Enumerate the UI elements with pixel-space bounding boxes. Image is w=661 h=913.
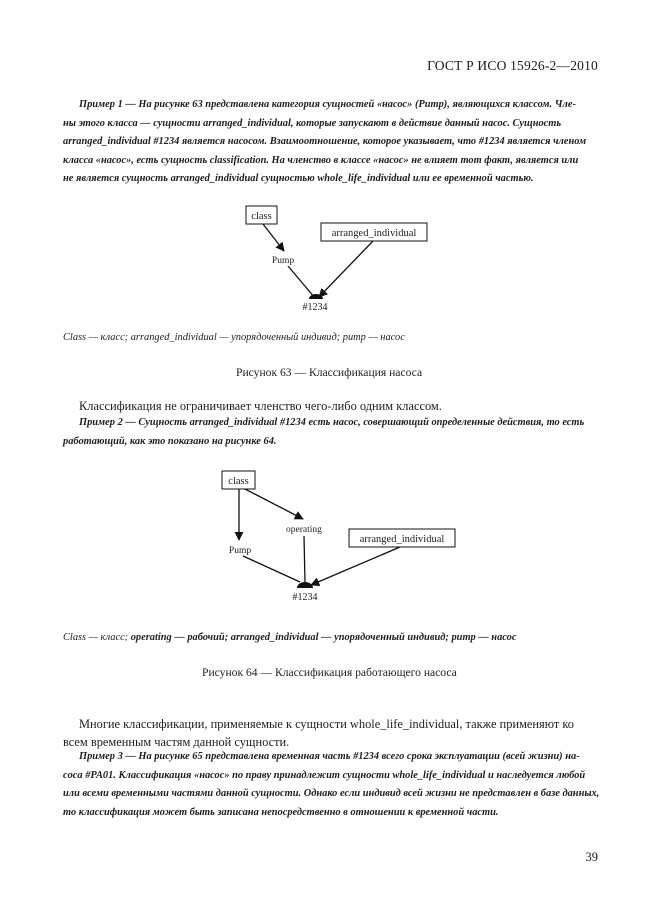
figure-64-legend-part: Class — класс; — [63, 632, 129, 643]
operating-node-label: operating — [286, 525, 322, 535]
example-3-line: Пример 3 — На рисунке 65 представлена временная часть #1234 всего срока эксплуатации (всей жизни) на- — [79, 751, 580, 762]
figure-64-legend-part: operating — рабочий; arranged_individual — упорядоченный индивид; pump — насос — [128, 632, 517, 643]
paragraph-classification: Классификация не ограничивает членство чего-либо одним классом. — [79, 399, 442, 413]
example-1-line: Пример 1 — На рисунке 63 представлена категория сущностей «насос» (Pump), являющихся классом. Чле- — [79, 99, 576, 110]
example-1-line: не является сущность arranged_individual сущностью whole_life_individual или ее временной частью. — [63, 173, 534, 185]
example-1-line: класса «насос», есть сущность classification. На членство в классе «насос» не влияет тот факт, является или — [63, 154, 579, 166]
classification-node — [297, 582, 313, 588]
example-2-line: работающий, как это показано на рисунке 64. — [63, 435, 277, 447]
operating-to-id-line — [304, 536, 305, 582]
arranged-individual-node-label: arranged_individual — [331, 228, 417, 239]
document-header: ГОСТ Р ИСО 15926-2—2010 — [427, 58, 598, 73]
pump-node-label: Pump — [271, 256, 295, 266]
id-node-label: #1234 — [292, 592, 318, 603]
arranged-individual-node-label: arranged_individual — [359, 534, 445, 545]
paragraph-temporal-parts — [63, 715, 600, 751]
example-1-line: ны этого класса — сущности arranged_individual, которые запускают в действие данный насос. Сущность — [63, 117, 562, 129]
class-to-operating-arrow — [245, 489, 303, 519]
pump-node-label: Pump — [228, 546, 252, 556]
figure-64-caption: Рисунок 64 — Классификация работающего насоса — [202, 666, 457, 679]
example-1-line: arranged_individual #1234 является насосом. Взаимоотношение, которое указывает, что #1234 является членом — [63, 136, 587, 148]
id-node-label: #1234 — [302, 302, 328, 313]
example-3-line: или всеми временными частями данной сущности. Однако если индивид всей жизни не представлен в базе данных, — [63, 788, 600, 800]
example-3 — [63, 748, 600, 822]
page-number: 39 — [585, 850, 598, 864]
example-3-line: то классификация может быть записана непосредственно в отношении к временной части. — [63, 806, 499, 818]
class-node-label: class — [251, 211, 272, 222]
example-3-line: coca #PA01. Классификация «насос» по праву принадлежит сущности whole_life_individual и наследуется любой — [63, 769, 586, 781]
class-node-label: class — [228, 476, 249, 487]
paragraph-line: Многие классификации, применяемые к сущности whole_life_individual, также применяют ко — [79, 717, 574, 731]
pump-to-id-line — [243, 556, 300, 582]
example-2-line: Пример 2 — Сущность arranged_individual #1234 есть насос, совершающий определенные действия, то есть — [79, 417, 585, 428]
figure-63-legend: Class — класс; arranged_individual — упорядоченный индивид; pump — насос — [63, 332, 405, 343]
figure-64-legend — [63, 632, 516, 643]
figure-63-caption: Рисунок 63 — Классификация насоса — [236, 366, 423, 379]
arranged-to-id-arrow — [311, 547, 400, 585]
paragraph-line: всем временным частям данной сущности. — [63, 735, 290, 749]
